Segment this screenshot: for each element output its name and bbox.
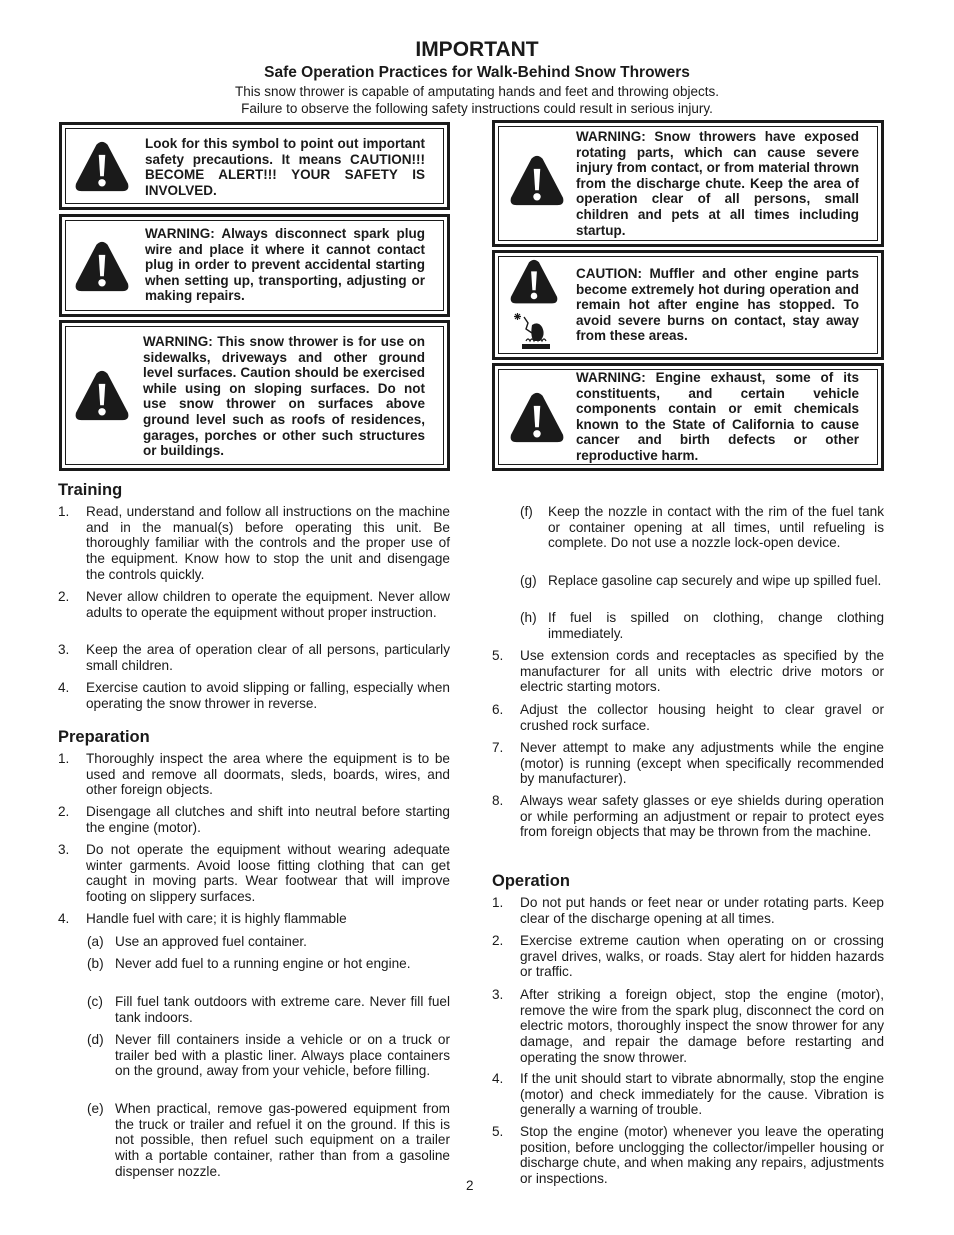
page-title: IMPORTANT [415, 38, 539, 61]
sub-list-item: (g) Replace gasoline cap securely and wipe up spilled fuel. [520, 573, 882, 588]
page-header [0, 38, 954, 117]
alert-triangle-icon [74, 370, 130, 422]
list-item: 5. Use extension cords and receptacles as specified by the manufacturer for all units with electric drive motors or electric starting motors. [492, 648, 884, 695]
warning-text: CAUTION: Muffler and other engine parts become extremely hot during operation and remain hot after engine has stopped. To avoid severe burns on contact, stay away from these areas. [576, 266, 859, 344]
warning-box-ground-level [59, 320, 450, 471]
warning-box-safety-symbol [59, 122, 450, 210]
warning-box-rotating-parts [492, 120, 884, 247]
list-item: 2. Disengage all clutches and shift into neutral before starting the engine (motor). [58, 804, 450, 835]
alert-triangle-icon [509, 392, 565, 444]
alert-triangle-icon [509, 155, 565, 207]
list-item: 1. Read, understand and follow all instructions on the machine and in the manual(s) before operating this unit. Be thoroughly familiar with the controls and the proper use of the equipment. Know how to stop the unit and disengage the controls quickly. [58, 504, 450, 582]
list-item: 6. Adjust the collector housing height to clear gravel or crushed rock surface. [492, 702, 884, 733]
sub-list-item: (e) When practical, remove gas-powered equipment from the truck or trailer and refuel it on the ground. If this is not possible, then refuel such equipment on a trailer with a portable container, rather than from a gasoline dispenser nozzle. [87, 1101, 450, 1179]
list-item: 1. Thoroughly inspect the area where the equipment is to be used and remove all doormats, sleds, boards, wires, and other foreign objects. [58, 751, 450, 798]
warning-box-spark-plug [59, 214, 450, 317]
warning-text: WARNING: Engine exhaust, some of its constituents, and certain vehicle components contain or emit chemicals known to the State of California to cause cancer and birth defects or other reproductive harm. [576, 370, 859, 463]
warning-text: Look for this symbol to point out important safety precautions. It means CAUTION!!! BECOME ALERT!!! YOUR SAFETY IS INVOLVED. [145, 136, 425, 198]
hot-surface-hand-icon [512, 311, 552, 353]
alert-triangle-icon [74, 141, 130, 193]
warning-box-hot-muffler [492, 250, 884, 360]
list-item: 4. Handle fuel with care; it is highly flammable [58, 911, 347, 926]
list-item: 4. If the unit should start to vibrate abnormally, stop the engine (motor) and check immediately for the cause. Vibration is generally a warning of trouble. [492, 1071, 884, 1118]
warning-text: WARNING: This snow thrower is for use on sidewalks, driveways and other ground level surfaces. Caution should be exercised while using on sloping surfaces. Do not use snow thrower on surfaces above ground level such as roofs of residences, garages, porches or other such structures or buildings. [143, 334, 425, 459]
alert-triangle-icon [74, 241, 130, 293]
intro-line-2: Failure to observe the following safety instructions could result in serious injury. [241, 101, 713, 116]
warning-box-engine-exhaust [492, 363, 884, 471]
list-item: 4. Exercise caution to avoid slipping or falling, especially when operating the snow thrower in reverse. [58, 680, 450, 711]
sub-list-item: (b) Never add fuel to a running engine or hot engine. [87, 956, 411, 971]
list-item: 8. Always wear safety glasses or eye shields during operation or while performing an adjustment or repair to protect eyes from foreign objects that may be thrown from the machine. [492, 793, 884, 840]
sub-list-item: (f) Keep the nozzle in contact with the rim of the fuel tank or container opening at all times, until refueling is complete. Do not use a nozzle lock-open device. [520, 504, 884, 551]
list-item: 3. After striking a foreign object, stop the engine (motor), remove the wire from the spark plug, disconnect the cord on electric motors, thoroughly inspect the snow thrower for any damage, and repair the damage before restarting and operating the snow thrower. [492, 987, 884, 1065]
sub-list-item: (a) Use an approved fuel container. [87, 934, 307, 949]
warning-text: WARNING: Always disconnect spark plug wire and place it where it cannot contact plug in order to prevent accidental starting when setting up, transporting, adjusting or making repairs. [145, 226, 425, 304]
warning-text: WARNING: Snow throwers have exposed rotating parts, which can cause severe injury from contact, or from material thrown from the discharge chute. Keep the area of operation clear of all persons, small children and pets at all times including startup. [576, 129, 859, 238]
sub-list-item: (h) If fuel is spilled on clothing, change clothing immediately. [520, 610, 884, 641]
list-item: 3. Keep the area of operation clear of all persons, particularly small children. [58, 642, 450, 673]
page-number: 2 [466, 1178, 474, 1193]
list-item: 1. Do not put hands or feet near or under rotating parts. Keep clear of the discharge opening at all times. [492, 895, 884, 926]
intro-line-1: This snow thrower is capable of amputating hands and feet and throwing objects. [234, 84, 720, 99]
section-heading-preparation: Preparation [58, 728, 150, 746]
section-heading-training: Training [58, 481, 123, 499]
list-item: 3. Do not operate the equipment without wearing adequate winter garments. Avoid loose fitting clothing that can get caught in moving parts. Wear footwear that will improve footing on slippery surfaces. [58, 842, 450, 905]
sub-list-item: (d) Never fill containers inside a vehicle or on a truck or trailer bed with a plastic liner. Always place containers on the ground, away from your vehicle, before filling. [87, 1032, 450, 1079]
list-item: 2. Exercise extreme caution when operating on or crossing gravel drives, walks, or roads. Stay alert for hidden hazards or traffic. [492, 933, 884, 980]
list-item: 7. Never attempt to make any adjustments while the engine (motor) is running (except when specifically recommended by manufacturer). [492, 740, 884, 787]
page-subtitle: Safe Operation Practices for Walk-Behind Snow Throwers [264, 64, 690, 81]
section-heading-operation: Operation [492, 872, 570, 890]
alert-triangle-icon [509, 259, 559, 305]
sub-list-item: (c) Fill fuel tank outdoors with extreme care. Never fill fuel tank indoors. [87, 994, 450, 1025]
list-item: 2. Never allow children to operate the equipment. Never allow adults to operate the equipment without proper instruction. [58, 589, 450, 620]
list-item: 5. Stop the engine (motor) whenever you leave the operating position, before unclogging the collector/impeller housing or discharge chute, and when making any repairs, adjustments or inspections. [492, 1124, 884, 1187]
